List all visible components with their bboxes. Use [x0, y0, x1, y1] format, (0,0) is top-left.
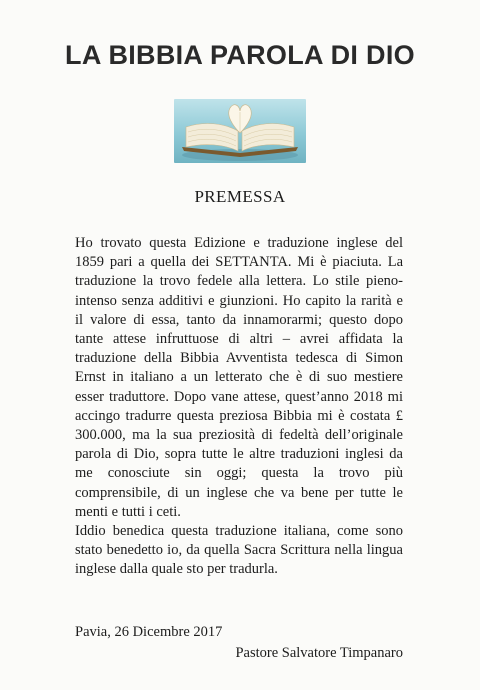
open-bible-heart-icon	[174, 99, 306, 163]
open-bible-illustration	[174, 99, 306, 163]
paragraph: Ho trovato questa Edizione e traduzione inglese del 1859 pari a quella dei SETTANTA. Mi è piaciuta. La traduzione la trovo fedele alla lettera. Lo stile pieno-intenso senza additivi e giunzioni. Ho capito la rarità e il valore di essa, tanto da innamorarmi; questo dopo tante attese infruttuose di altri – avrei affidata la traduzione della Bibbia Avventista tedesca di Simon Ernst in italiano a un letterato che è di suo mestiere esser traduttore. Dopo vane attese, quest’anno 2018 mi accingo tradurre questa preziosa Bibbia mi è costata £ 300.000, ma la sua preziosità di fedeltà dell’originale parola di Dio, sopra tutte le altre traduzioni inglesi da me conosciute sin oggi; questa la trovo più comprensibile, di un inglese che va bene per tutte le menti e tutti i ceti.	[75, 235, 403, 520]
paragraph: Iddio benedica questa traduzione italiana, come sono stato benedetto io, da quella Sacra Scrittura nella lingua inglese dalla quale sto per tradurla.	[75, 523, 403, 578]
body-text	[75, 234, 403, 580]
document-title: LA BIBBIA PAROLA DI DIO	[65, 40, 415, 70]
section-heading: PREMESSA	[194, 187, 286, 206]
signature: Pastore Salvatore Timpanaro	[235, 645, 403, 661]
place-date: Pavia, 26 Dicembre 2017	[75, 624, 223, 640]
